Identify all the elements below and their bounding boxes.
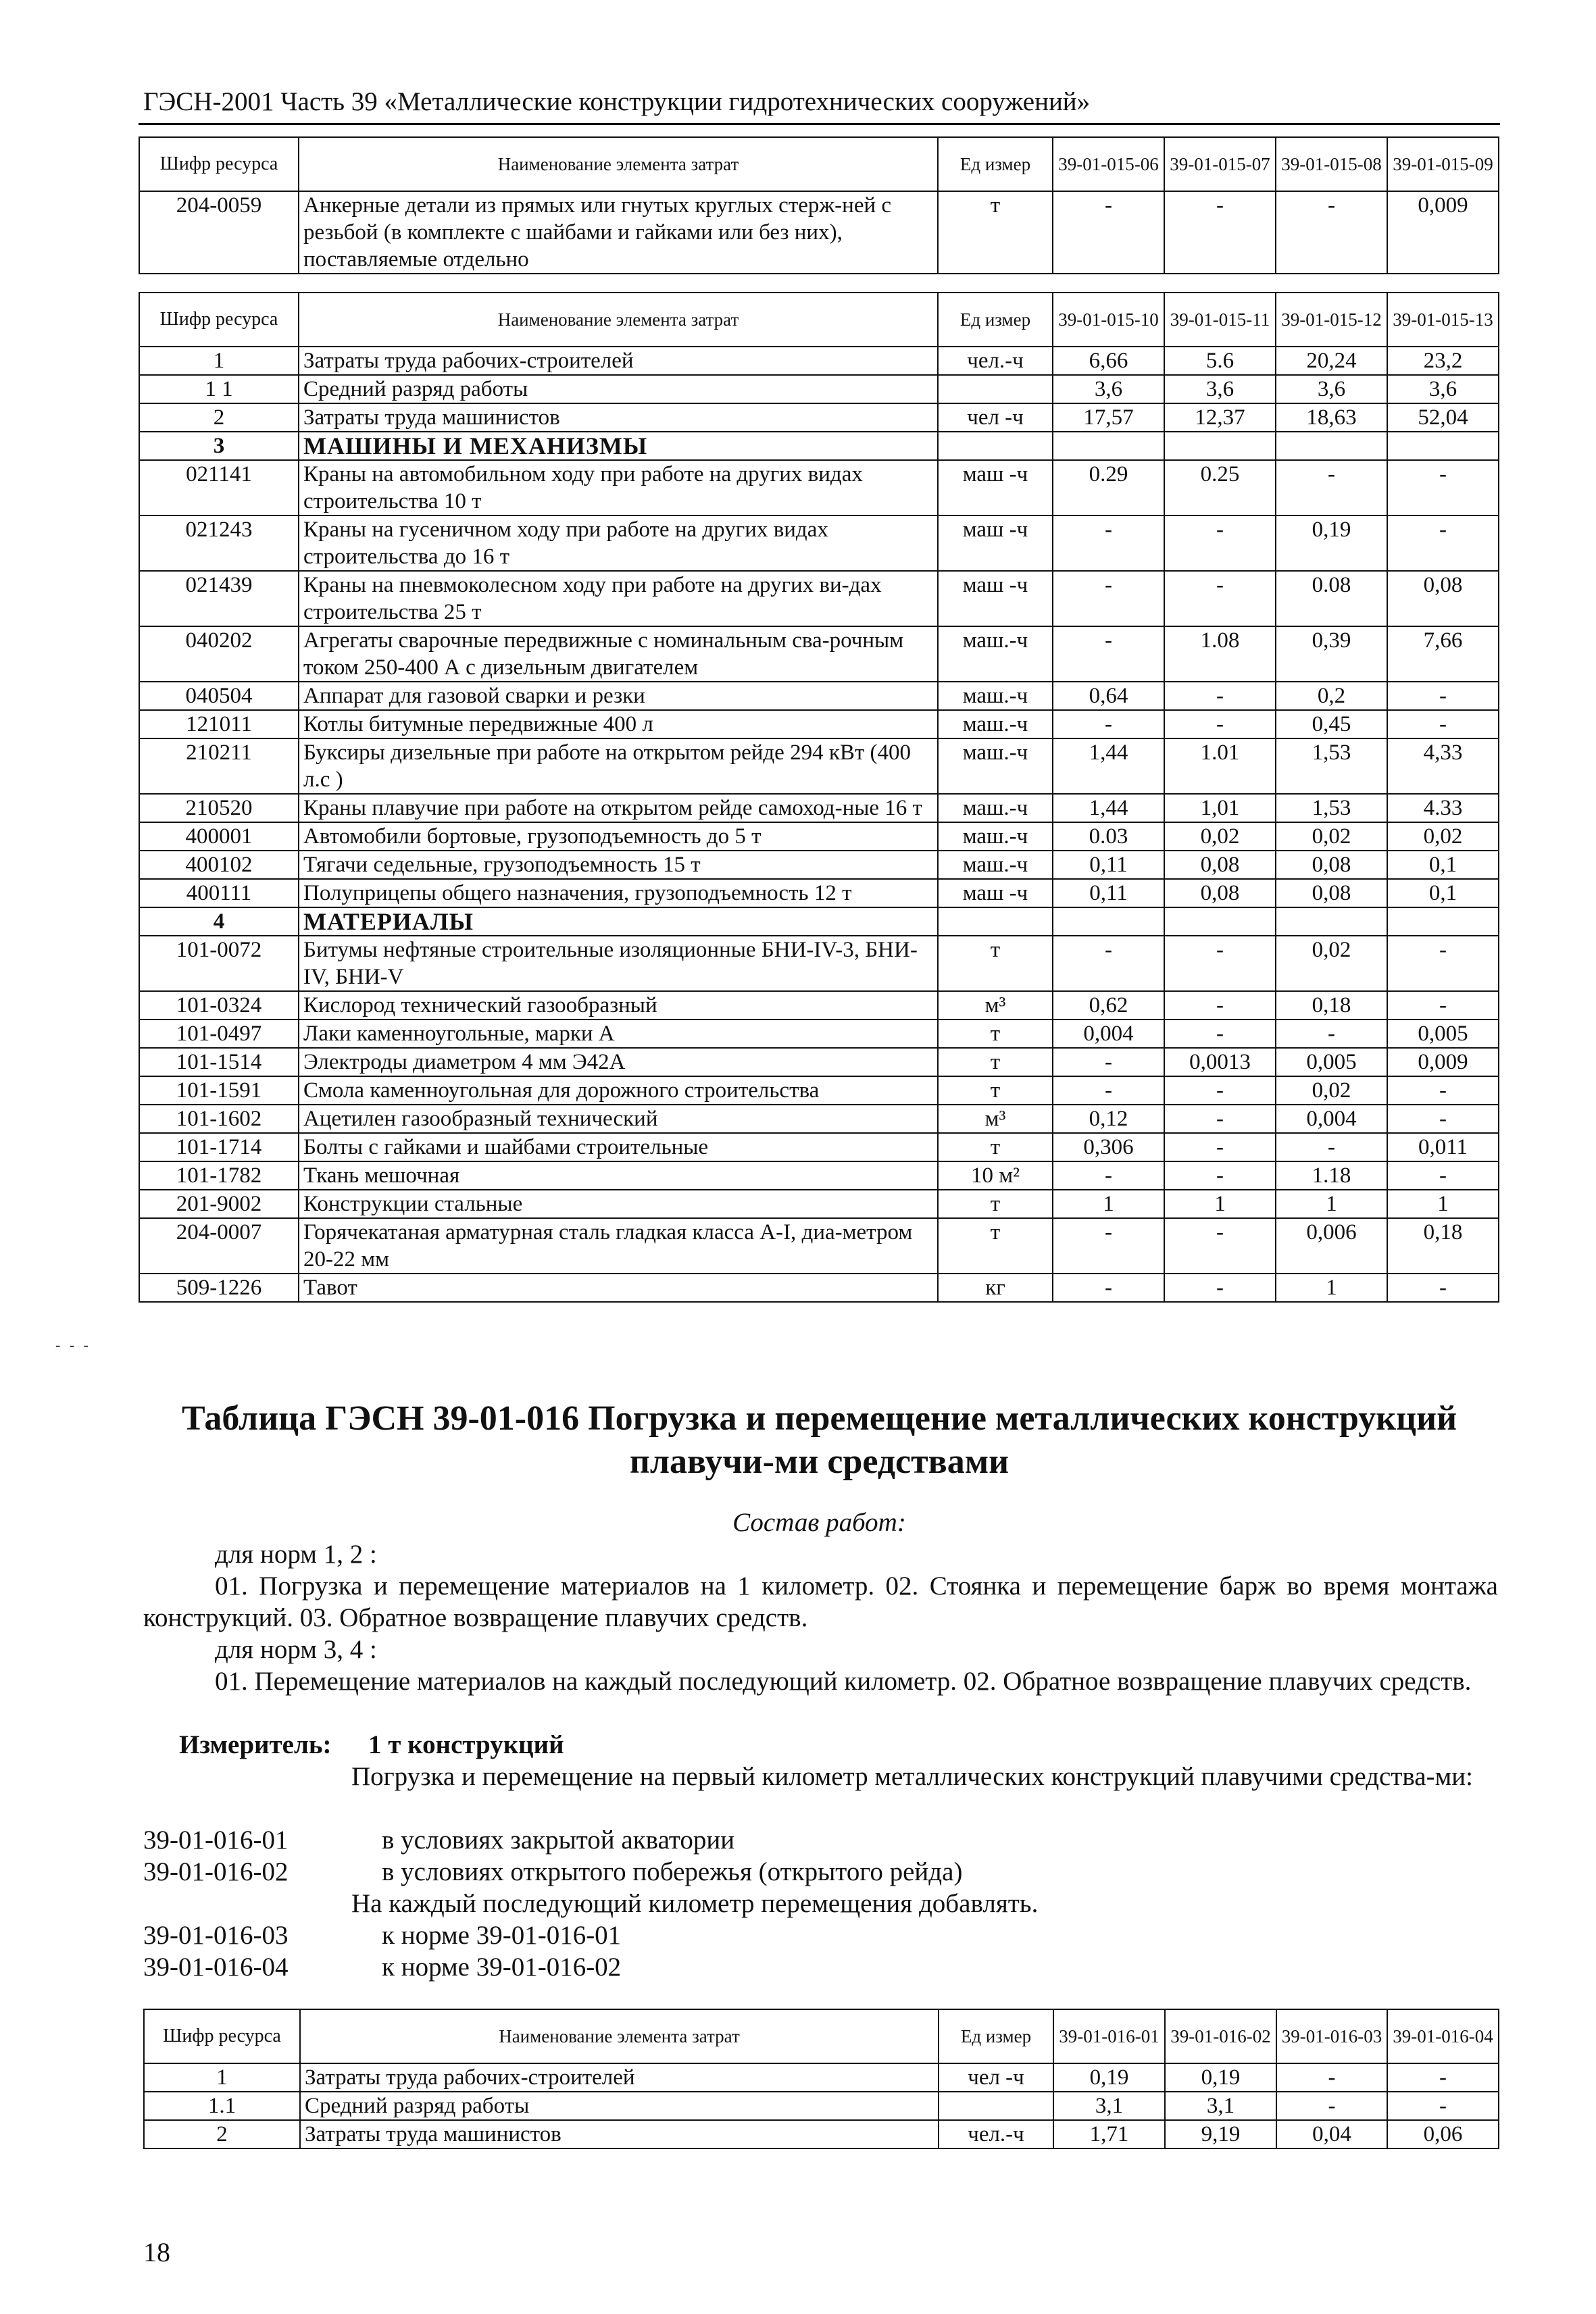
col-head-norm: 39-01-015-13 — [1387, 293, 1499, 347]
norm-value: 7,66 — [1387, 626, 1499, 682]
resource-unit — [939, 2092, 1053, 2120]
resource-code: 021243 — [139, 515, 299, 571]
norm-value: - — [1387, 2092, 1499, 2120]
norm-value: 0.29 — [1053, 460, 1164, 515]
page-header-title: ГЭСН-2001 Часть 39 «Металлические конструкции гидротехнических сооружений» — [143, 87, 1091, 116]
norm-value: 1.08 — [1164, 626, 1276, 682]
norm-value: 0,45 — [1276, 710, 1387, 738]
col-head-unit: Ед измер — [938, 137, 1053, 191]
norm-value: 0,11 — [1053, 851, 1164, 879]
resource-table-015-10-13 — [139, 292, 1499, 1303]
norm-value: 0,08 — [1276, 851, 1387, 879]
norm-value: 0.03 — [1053, 822, 1164, 851]
resource-name: Кислород технический газообразный — [299, 991, 938, 1020]
resource-name: Средний разряд работы — [299, 375, 938, 403]
resource-unit: кг — [938, 1274, 1053, 1302]
resource-name: Тягачи седельные, грузоподъемность 15 т — [299, 851, 938, 879]
norm-value: 0,004 — [1276, 1105, 1387, 1133]
col-head-norm: 39-01-015-11 — [1164, 293, 1276, 347]
resource-unit: т — [938, 1190, 1053, 1218]
norm-description: к норме 39-01-016-02 — [382, 1953, 622, 1982]
resource-unit: чел -ч — [938, 403, 1053, 432]
resource-name: Ткань мешочная — [299, 1161, 938, 1190]
resource-name: Котлы битумные передвижные 400 л — [299, 710, 938, 738]
table-row — [139, 515, 1499, 571]
norm-value: 0,2 — [1276, 682, 1387, 710]
resource-name: Краны на гусеничном ходу при работе на других видах строительства до 16 т — [299, 515, 938, 571]
resource-code: 1.1 — [144, 2092, 300, 2120]
table-row — [139, 879, 1499, 907]
resource-unit: маш.-ч — [938, 851, 1053, 879]
norm-value: - — [1053, 1218, 1164, 1274]
resource-name: Средний разряд работы — [300, 2092, 939, 2120]
resource-unit: маш -ч — [938, 879, 1053, 907]
norm-value: 0,009 — [1387, 191, 1499, 274]
norm-value: - — [1164, 191, 1276, 274]
resource-code: 400111 — [139, 879, 299, 907]
norm-value: 0,004 — [1053, 1020, 1164, 1048]
resource-code: 4 — [139, 907, 299, 936]
resource-code: 204-0007 — [139, 1218, 299, 1274]
norm-value — [1276, 432, 1387, 460]
resource-table-015-06-09 — [139, 136, 1499, 274]
norm-value: 1,71 — [1053, 2120, 1165, 2148]
page-number: 18 — [143, 2237, 170, 2267]
resource-code: 210520 — [139, 794, 299, 822]
norm-value: 1,44 — [1053, 738, 1164, 794]
norm-value: 0,18 — [1276, 991, 1387, 1020]
resource-code: 3 — [139, 432, 299, 460]
norm-description: к норме 39-01-016-01 — [382, 1921, 622, 1950]
norm-value: - — [1387, 460, 1499, 515]
norm-value: - — [1053, 571, 1164, 626]
resource-name: Затраты труда рабочих-строителей — [300, 2063, 939, 2092]
resource-name: Битумы нефтяные строительные изоляционные БНИ-IV-3, БНИ-IV, БНИ-V — [299, 936, 938, 991]
norm-value: - — [1053, 1076, 1164, 1105]
resource-name: Тавот — [299, 1274, 938, 1302]
norm-value: - — [1053, 1048, 1164, 1076]
norm-value: 1.18 — [1276, 1161, 1387, 1190]
norm-value: 0,005 — [1276, 1048, 1387, 1076]
norm-value: - — [1164, 515, 1276, 571]
resource-unit: маш -ч — [938, 571, 1053, 626]
resource-name: Анкерные детали из прямых или гнутых круглых стерж-ней с резьбой (в комплекте с шайбами и гайками или без них), поставляемые отдельно — [299, 191, 938, 274]
norm-value: - — [1387, 1076, 1499, 1105]
resource-unit: м³ — [938, 991, 1053, 1020]
norms-1-2-label: для норм 1, 2 : — [215, 1540, 377, 1569]
resource-code: 101-0072 — [139, 936, 299, 991]
norm-value: 1,44 — [1053, 794, 1164, 822]
table-row — [139, 682, 1499, 710]
norm-value: - — [1053, 710, 1164, 738]
norm-value: 3,6 — [1053, 375, 1164, 403]
norm-value: 0,02 — [1387, 822, 1499, 851]
resource-unit: т — [938, 1020, 1053, 1048]
norm-value: - — [1164, 571, 1276, 626]
col-head-norm: 39-01-015-07 — [1164, 137, 1276, 191]
resource-code: 2 — [144, 2120, 300, 2148]
table-row — [139, 936, 1499, 991]
col-head-norm: 39-01-015-10 — [1053, 293, 1164, 347]
resource-name: Лаки каменноугольные, марки А — [299, 1020, 938, 1048]
margin-mark: - - - — [55, 1336, 91, 1353]
resource-unit: 10 м² — [938, 1161, 1053, 1190]
table-row — [139, 403, 1499, 432]
norm-value: - — [1387, 1274, 1499, 1302]
norm-value: 0,1 — [1387, 879, 1499, 907]
header-divider — [139, 123, 1500, 125]
norm-value: 0,19 — [1276, 515, 1387, 571]
table-row — [139, 738, 1499, 794]
norm-value: - — [1053, 1161, 1164, 1190]
table-row — [139, 347, 1499, 375]
norm-value: - — [1276, 1133, 1387, 1161]
table-row — [144, 2092, 1499, 2120]
resource-code: 400001 — [139, 822, 299, 851]
table-row — [139, 1048, 1499, 1076]
resource-table-016-01-04 — [143, 2009, 1499, 2149]
norm-value: - — [1164, 1133, 1276, 1161]
resource-name: Полуприцепы общего назначения, грузоподъемность 12 т — [299, 879, 938, 907]
norm-value: 0,11 — [1053, 879, 1164, 907]
norm-value: - — [1387, 515, 1499, 571]
table-row — [144, 2063, 1499, 2092]
norm-value: - — [1164, 991, 1276, 1020]
table-row — [139, 375, 1499, 403]
resource-name: Буксиры дизельные при работе на открытом рейде 294 кВт (400 л.с ) — [299, 738, 938, 794]
norm-value: - — [1387, 936, 1499, 991]
resource-code: 101-1714 — [139, 1133, 299, 1161]
norm-description: в условиях закрытой акватории — [382, 1826, 735, 1855]
col-head-norm: 39-01-015-06 — [1053, 137, 1164, 191]
resource-unit: м³ — [938, 1105, 1053, 1133]
norm-value: 1 — [1164, 1190, 1276, 1218]
resource-name: МАШИНЫ И МЕХАНИЗМЫ — [299, 432, 938, 460]
norm-value — [1053, 907, 1164, 936]
resource-unit: маш.-ч — [938, 682, 1053, 710]
resource-name: Болты с гайками и шайбами строительные — [299, 1133, 938, 1161]
norm-value: 0,02 — [1276, 1076, 1387, 1105]
resource-code: 101-1591 — [139, 1076, 299, 1105]
norm-value: 5.6 — [1164, 347, 1276, 375]
norm-value: - — [1164, 1161, 1276, 1190]
resource-unit: маш -ч — [938, 515, 1053, 571]
resource-code: 400102 — [139, 851, 299, 879]
resource-name: Аппарат для газовой сварки и резки — [299, 682, 938, 710]
norms-3-4-text: 01. Перемещение материалов на каждый последующий километр. 02. Обратное возвращение плавучих средств. — [215, 1667, 1472, 1696]
norm-value: 0,005 — [1387, 1020, 1499, 1048]
table-row — [139, 1190, 1499, 1218]
table-row — [139, 1133, 1499, 1161]
resource-code: 121011 — [139, 710, 299, 738]
resource-code: 201-9002 — [139, 1190, 299, 1218]
norm-value: 0,64 — [1053, 682, 1164, 710]
norm-value: - — [1164, 710, 1276, 738]
resource-code: 040504 — [139, 682, 299, 710]
col-head-unit: Ед измер — [938, 293, 1053, 347]
norm-value: 0,39 — [1276, 626, 1387, 682]
norm-value: 6,66 — [1053, 347, 1164, 375]
table-row — [139, 851, 1499, 879]
resource-unit: маш.-ч — [938, 794, 1053, 822]
norm-value: 0,02 — [1164, 822, 1276, 851]
norm-value: 9,19 — [1165, 2120, 1276, 2148]
norm-value: 1 — [1276, 1190, 1387, 1218]
table-row — [139, 991, 1499, 1020]
resource-unit: маш.-ч — [938, 822, 1053, 851]
norm-value: 0,19 — [1053, 2063, 1165, 2092]
norm-value: 20,24 — [1276, 347, 1387, 375]
norm-value: - — [1276, 2063, 1387, 2092]
norm-value: 0,02 — [1276, 936, 1387, 991]
norm-value: 17,57 — [1053, 403, 1164, 432]
resource-code: 1 — [144, 2063, 300, 2092]
resource-code: 101-1602 — [139, 1105, 299, 1133]
norm-value: 0,08 — [1276, 879, 1387, 907]
norm-value — [1164, 432, 1276, 460]
resource-name: Смола каменноугольная для дорожного строительства — [299, 1076, 938, 1105]
resource-unit: т — [938, 1133, 1053, 1161]
norm-value: - — [1276, 1020, 1387, 1048]
norm-value: 4,33 — [1387, 738, 1499, 794]
resource-unit: т — [938, 1076, 1053, 1105]
table-row — [139, 822, 1499, 851]
table-header-row — [139, 293, 1499, 347]
resource-code: 2 — [139, 403, 299, 432]
table-header-row — [139, 137, 1499, 191]
norm-value: - — [1164, 1105, 1276, 1133]
norm-value: 3,6 — [1164, 375, 1276, 403]
resource-name: Ацетилен газообразный технический — [299, 1105, 938, 1133]
table-row — [139, 571, 1499, 626]
col-head-norm: 39-01-015-09 — [1387, 137, 1499, 191]
col-head-norm: 39-01-016-04 — [1387, 2009, 1499, 2063]
resource-name: Конструкции стальные — [299, 1190, 938, 1218]
norm-value: - — [1387, 2063, 1499, 2092]
resource-code: 1 1 — [139, 375, 299, 403]
resource-code: 509-1226 — [139, 1274, 299, 1302]
resource-name: Горячекатаная арматурная сталь гладкая класса А-I, диа-метром 20-22 мм — [299, 1218, 938, 1274]
resource-code: 040202 — [139, 626, 299, 682]
col-head-norm: 39-01-016-03 — [1276, 2009, 1387, 2063]
col-head-code: Шифр ресурса — [139, 293, 299, 347]
norm-value: 0,306 — [1053, 1133, 1164, 1161]
table-row — [139, 794, 1499, 822]
col-head-name: Наименование элемента затрат — [299, 137, 938, 191]
norm-code: 39-01-016-04 — [143, 1953, 289, 1982]
norm-value: - — [1053, 936, 1164, 991]
table-section-heading: Таблица ГЭСН 39-01-016 Погрузка и перемещение металлических конструкций плавучи-ми средствами — [181, 1399, 1457, 1481]
resource-unit — [938, 907, 1053, 936]
norm-value: 0,08 — [1387, 571, 1499, 626]
norm-value: 1,53 — [1276, 794, 1387, 822]
norm-value: - — [1053, 191, 1164, 274]
norm-value: - — [1053, 626, 1164, 682]
resource-unit: маш.-ч — [938, 710, 1053, 738]
norm-value — [1053, 432, 1164, 460]
norm-value: - — [1164, 1076, 1276, 1105]
norm-value: 0.25 — [1164, 460, 1276, 515]
norms-1-2-text: 01. Погрузка и перемещение материалов на 1 километр. 02. Стоянка и перемещение барж во время монтажа конструкций. 03. Обратное возвращение плавучих средств. — [143, 1571, 1498, 1632]
resource-code: 021141 — [139, 460, 299, 515]
first-km-intro: Погрузка и перемещение на первый километр металлических конструкций плавучими средства-ми: — [351, 1762, 1473, 1791]
table-row — [139, 1020, 1499, 1048]
resource-code: 101-0497 — [139, 1020, 299, 1048]
resource-code: 101-1782 — [139, 1161, 299, 1190]
norm-value: - — [1164, 682, 1276, 710]
norm-value — [1387, 432, 1499, 460]
resource-name: Затраты труда рабочих-строителей — [299, 347, 938, 375]
norm-value: - — [1053, 515, 1164, 571]
table-row — [139, 626, 1499, 682]
resource-unit — [938, 432, 1053, 460]
norm-value: 52,04 — [1387, 403, 1499, 432]
col-head-unit: Ед измер — [939, 2009, 1053, 2063]
resource-code: 1 — [139, 347, 299, 375]
resource-code: 210211 — [139, 738, 299, 794]
col-head-norm: 39-01-015-12 — [1276, 293, 1387, 347]
norm-value: 0,0013 — [1164, 1048, 1276, 1076]
norm-value: 3,6 — [1387, 375, 1499, 403]
norms-3-4-label: для норм 3, 4 : — [215, 1635, 377, 1664]
norm-value: - — [1164, 1020, 1276, 1048]
norm-value: - — [1387, 710, 1499, 738]
resource-code: 021439 — [139, 571, 299, 626]
norm-value — [1164, 907, 1276, 936]
norm-value: 0,19 — [1165, 2063, 1276, 2092]
table-row — [139, 1105, 1499, 1133]
norm-value — [1276, 907, 1387, 936]
col-head-norm: 39-01-016-01 — [1053, 2009, 1165, 2063]
norm-value: 0,011 — [1387, 1133, 1499, 1161]
col-head-norm: 39-01-016-02 — [1165, 2009, 1276, 2063]
next-km-intro: На каждый последующий километр перемещения добавлять. — [351, 1889, 1039, 1918]
norm-value: 0,02 — [1276, 822, 1387, 851]
norm-value: 23,2 — [1387, 347, 1499, 375]
norm-value: - — [1053, 1274, 1164, 1302]
resource-name: МАТЕРИАЛЫ — [299, 907, 938, 936]
norm-value: 0,009 — [1387, 1048, 1499, 1076]
norm-value: 0,62 — [1053, 991, 1164, 1020]
resource-code: 204-0059 — [139, 191, 299, 274]
col-head-code: Шифр ресурса — [144, 2009, 300, 2063]
norm-value: - — [1164, 1218, 1276, 1274]
meter-label: Измеритель: — [179, 1730, 332, 1759]
table-header-row — [144, 2009, 1499, 2063]
norm-value: 0,18 — [1387, 1218, 1499, 1274]
norm-value: 0,04 — [1276, 2120, 1387, 2148]
composition-label: Состав работ: — [732, 1508, 906, 1537]
norm-value: 0.08 — [1276, 571, 1387, 626]
resource-name: Затраты труда машинистов — [300, 2120, 939, 2148]
table-row — [139, 1274, 1499, 1302]
resource-name: Агрегаты сварочные передвижные с номинальным сва-рочным током 250-400 А с дизельным двигателем — [299, 626, 938, 682]
section-row — [139, 432, 1499, 460]
norm-value: 3,6 — [1276, 375, 1387, 403]
norm-value: - — [1387, 1105, 1499, 1133]
resource-name: Краны на пневмоколесном ходу при работе на других ви-дах строительства 25 т — [299, 571, 938, 626]
norm-value: - — [1276, 191, 1387, 274]
table-row — [139, 1161, 1499, 1190]
norm-value: 18,63 — [1276, 403, 1387, 432]
resource-unit: маш.-ч — [938, 626, 1053, 682]
table-row — [139, 191, 1499, 274]
norm-value: 12,37 — [1164, 403, 1276, 432]
table-row — [139, 460, 1499, 515]
resource-unit: т — [938, 191, 1053, 274]
norm-code: 39-01-016-03 — [143, 1921, 289, 1950]
norm-value: 0,006 — [1276, 1218, 1387, 1274]
norm-code: 39-01-016-01 — [143, 1826, 289, 1855]
resource-name: Краны плавучие при работе на открытом рейде самоход-ные 16 т — [299, 794, 938, 822]
resource-code: 101-0324 — [139, 991, 299, 1020]
table-row — [139, 1218, 1499, 1274]
norm-value: 0,06 — [1387, 2120, 1499, 2148]
resource-unit: маш.-ч — [938, 738, 1053, 794]
norm-value: - — [1387, 1161, 1499, 1190]
norm-value: 1.01 — [1164, 738, 1276, 794]
norm-value: - — [1387, 991, 1499, 1020]
norm-value: - — [1164, 1274, 1276, 1302]
norm-value: - — [1276, 2092, 1387, 2120]
col-head-name: Наименование элемента затрат — [299, 293, 938, 347]
norm-value: 1 — [1387, 1190, 1499, 1218]
norm-value: 0,08 — [1164, 851, 1276, 879]
norm-value: 1,01 — [1164, 794, 1276, 822]
norm-code: 39-01-016-02 — [143, 1857, 289, 1886]
col-head-name: Наименование элемента затрат — [300, 2009, 939, 2063]
norm-value: 4.33 — [1387, 794, 1499, 822]
col-head-code: Шифр ресурса — [139, 137, 299, 191]
norm-value: 1,53 — [1276, 738, 1387, 794]
resource-unit: т — [938, 1048, 1053, 1076]
norm-value: 0,12 — [1053, 1105, 1164, 1133]
norm-value: 0,1 — [1387, 851, 1499, 879]
resource-unit: чел.-ч — [938, 347, 1053, 375]
col-head-norm: 39-01-015-08 — [1276, 137, 1387, 191]
resource-name: Затраты труда машинистов — [299, 403, 938, 432]
norm-value — [1387, 907, 1499, 936]
meter-value: 1 т конструкций — [368, 1730, 564, 1759]
resource-name: Краны на автомобильном ходу при работе на других видах строительства 10 т — [299, 460, 938, 515]
resource-unit: чел -ч — [939, 2063, 1053, 2092]
norm-value: 0,08 — [1164, 879, 1276, 907]
resource-unit: чел.-ч — [939, 2120, 1053, 2148]
resource-code: 101-1514 — [139, 1048, 299, 1076]
table-row — [139, 1076, 1499, 1105]
resource-unit — [938, 375, 1053, 403]
norm-value: - — [1276, 460, 1387, 515]
norm-value: - — [1387, 682, 1499, 710]
norm-value: 3,1 — [1053, 2092, 1165, 2120]
resource-unit: т — [938, 1218, 1053, 1274]
norm-value: 1 — [1053, 1190, 1164, 1218]
resource-unit: т — [938, 936, 1053, 991]
section-row — [139, 907, 1499, 936]
norm-value: 3,1 — [1165, 2092, 1276, 2120]
resource-name: Автомобили бортовые, грузоподъемность до 5 т — [299, 822, 938, 851]
norm-value: - — [1164, 936, 1276, 991]
table-row — [144, 2120, 1499, 2148]
norm-description: в условиях открытого побережья (открытого рейда) — [382, 1857, 963, 1886]
table-row — [139, 710, 1499, 738]
resource-unit: маш -ч — [938, 460, 1053, 515]
resource-name: Электроды диаметром 4 мм Э42А — [299, 1048, 938, 1076]
norm-value: 1 — [1276, 1274, 1387, 1302]
